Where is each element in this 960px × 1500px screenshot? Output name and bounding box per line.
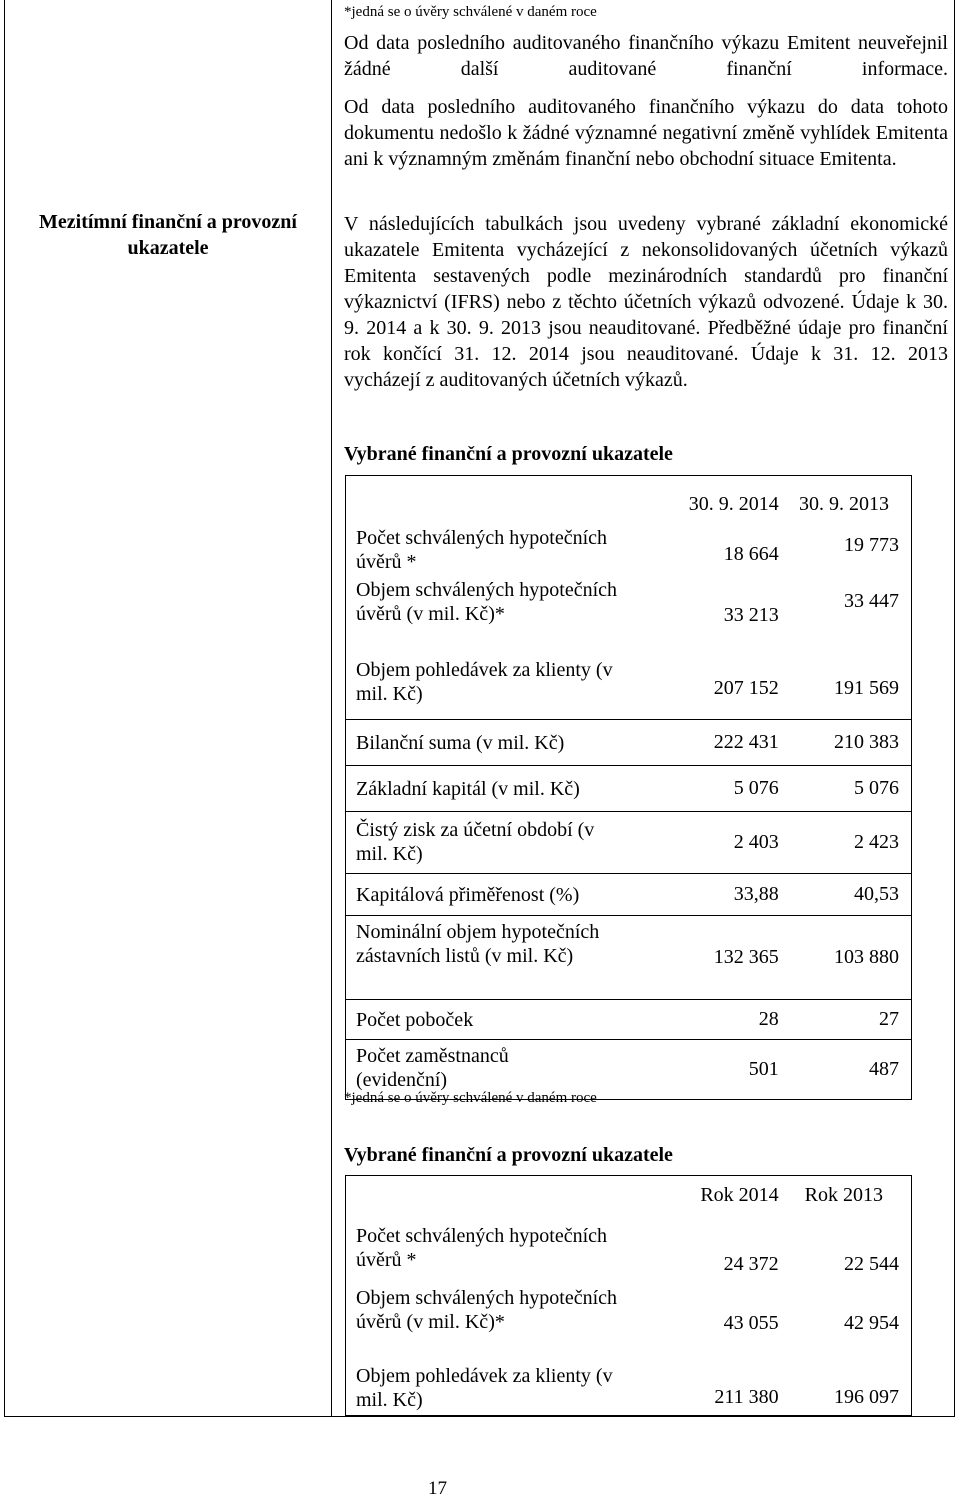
row-value-2013: 210 383 bbox=[834, 731, 899, 753]
table1 bbox=[345, 475, 912, 1100]
row-label: Objem pohledávek za klienty (v mil. Kč) bbox=[356, 1364, 613, 1411]
row-value-2013: 40,53 bbox=[854, 883, 899, 905]
row-value-2014: 33 213 bbox=[723, 604, 779, 626]
table1-heading: Vybrané finanční a provozní ukazatele bbox=[344, 443, 673, 465]
table2-col2-header: Rok 2013 bbox=[804, 1184, 883, 1206]
table-row bbox=[346, 658, 912, 720]
section-label: Mezitímní finanční a provozní ukazatele bbox=[39, 211, 297, 259]
row-value-2013: 191 569 bbox=[834, 676, 899, 699]
row-value-2014: 24 372 bbox=[723, 1252, 779, 1275]
row-label: Čistý zisk za účetní období (v mil. Kč) bbox=[356, 819, 595, 865]
table1-header-row bbox=[346, 476, 912, 518]
row-value-2013: 27 bbox=[879, 1008, 899, 1030]
row-value-2013: 103 880 bbox=[834, 946, 899, 968]
row-value-2014: 28 bbox=[758, 1008, 779, 1030]
row-value-2014: 5 076 bbox=[733, 777, 779, 799]
row-label: Objem schválených hypotečních úvěrů (v mil. Kč)* bbox=[356, 578, 618, 625]
row-value-2013: 19 773 bbox=[844, 534, 899, 556]
row-label: Objem pohledávek za klienty (v mil. Kč) bbox=[356, 658, 613, 705]
table2-col1-header: Rok 2014 bbox=[700, 1184, 779, 1206]
row-label: Základní kapitál (v mil. Kč) bbox=[356, 777, 580, 800]
row-value-2014: 211 380 bbox=[714, 1386, 779, 1408]
row-value-2014: 2 403 bbox=[733, 831, 779, 853]
row-value-2013: 22 544 bbox=[844, 1252, 899, 1275]
paragraph-3: V následujících tabulkách jsou uvedeny vybrané základní ekonomické ukazatele Emitenta vycházející z nekonsolidovaných účetních výkazů Emitenta sestavených podle mezinárodních standardů pro finanční výkaznictví (IFRS) nebo z těchto účetních výkazů odvozené. Údaje k 30. 9. 2014 a k 30. 9. 2013 jsou neauditované. Předběžné údaje pro finanční rok končící 31. 12. 2014 jsou neauditované. Údaje k 31. 12. 2013 vycházejí z auditovaných účetních výkazů. bbox=[344, 213, 948, 391]
row-value-2013: 2 423 bbox=[854, 831, 899, 853]
table2-heading: Vybrané finanční a provozní ukazatele bbox=[344, 1144, 673, 1166]
row-value-2013: 42 954 bbox=[844, 1312, 899, 1334]
row-label: Počet zaměstnanců (evidenční) bbox=[356, 1045, 509, 1091]
table-row bbox=[346, 766, 912, 812]
table-row bbox=[346, 574, 912, 658]
row-value-2014: 132 365 bbox=[713, 946, 779, 968]
row-label: Počet schválených hypotečních úvěrů * bbox=[356, 526, 608, 573]
row-value-2013: 33 447 bbox=[844, 589, 899, 612]
paragraph-1: Od data posledního auditovaného finančního výkazu Emitent neuveřejnil žádné další auditované finanční informace. bbox=[344, 32, 948, 80]
row-value-2013: 5 076 bbox=[854, 777, 899, 799]
table-row bbox=[346, 812, 912, 874]
table-row bbox=[346, 1364, 912, 1416]
table1-footnote: *jedná se o úvěry schválené v daném roce bbox=[344, 1090, 597, 1106]
paragraph-2: Od data posledního auditovaného finančního výkazu do data tohoto dokumentu nedošlo k žádné významné negativní změně vyhlídek Emitenta ani k významným změnám finanční nebo obchodní situace Emitenta. bbox=[344, 96, 948, 170]
row-value-2014: 207 152 bbox=[713, 676, 779, 699]
row-label: Bilanční suma (v mil. Kč) bbox=[356, 731, 565, 754]
table-row bbox=[346, 518, 912, 574]
row-label: Nominální objem hypotečních zástavních listů (v mil. Kč) bbox=[356, 921, 600, 967]
table1-col2-header: 30. 9. 2013 bbox=[799, 492, 889, 515]
row-label: Kapitálová přiměřenost (%) bbox=[356, 883, 580, 906]
table-row bbox=[346, 1000, 912, 1040]
table2-header-row bbox=[346, 1176, 912, 1218]
row-label: Počet poboček bbox=[356, 1008, 474, 1031]
row-label: Počet schválených hypotečních úvěrů * bbox=[356, 1224, 608, 1271]
table-row bbox=[346, 1218, 912, 1284]
row-value-2014: 33,88 bbox=[733, 883, 779, 905]
table1-col1-header: 30. 9. 2014 bbox=[688, 492, 779, 515]
table2 bbox=[345, 1175, 912, 1416]
top-footnote: *jedná se o úvěry schválené v daném roce bbox=[344, 4, 597, 20]
table-row bbox=[346, 916, 912, 1000]
row-value-2014: 222 431 bbox=[713, 731, 779, 753]
row-value-2014: 501 bbox=[748, 1058, 779, 1080]
row-value-2013: 487 bbox=[869, 1058, 899, 1080]
table-row bbox=[346, 874, 912, 916]
row-value-2014: 43 055 bbox=[723, 1312, 779, 1334]
row-label: Objem schválených hypotečních úvěrů (v mil. Kč)* bbox=[356, 1286, 618, 1333]
table-row bbox=[346, 1284, 912, 1364]
row-value-2013: 196 097 bbox=[834, 1386, 899, 1408]
table-row bbox=[346, 720, 912, 766]
row-value-2014: 18 664 bbox=[723, 542, 779, 565]
page-number: 17 bbox=[428, 1478, 447, 1499]
